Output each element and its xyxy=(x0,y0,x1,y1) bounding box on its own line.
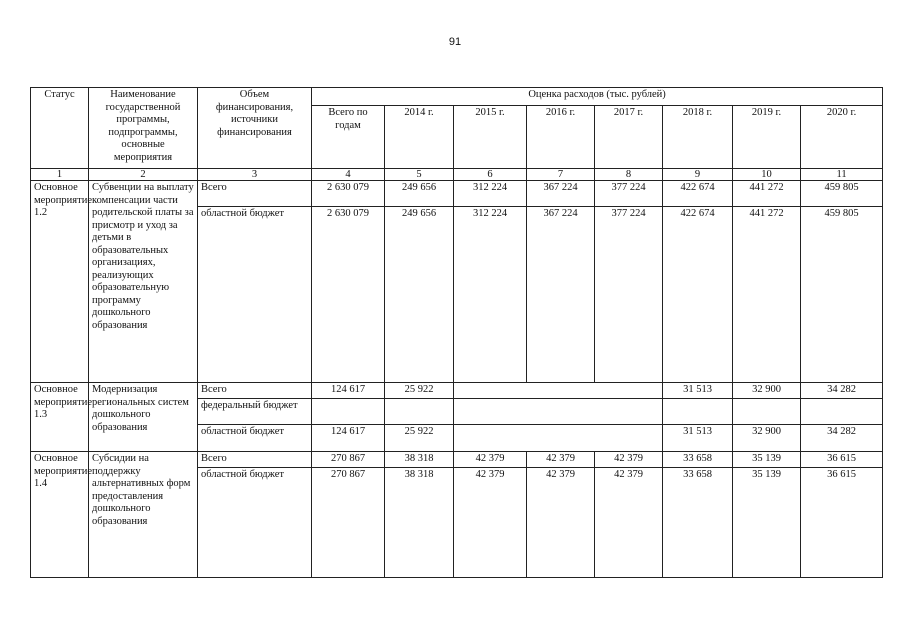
value-cell xyxy=(454,383,663,399)
source-label: Всего xyxy=(198,452,312,468)
header-program-name: Наименование государственной программы, подпрограммы, основные мероприятия xyxy=(89,88,198,169)
value-cell: 312 224 xyxy=(454,181,527,207)
row-name: Модернизация региональных систем дошкольного образования xyxy=(89,383,198,452)
value-cell: 270 867 xyxy=(312,452,385,468)
value-cell: 377 224 xyxy=(595,181,663,207)
value-cell xyxy=(801,399,883,425)
source-label: Всего xyxy=(198,383,312,399)
value-cell: 36 615 xyxy=(801,467,883,577)
header-year: 2017 г. xyxy=(595,106,663,169)
column-number: 1 xyxy=(31,169,89,181)
value-cell: 312 224 xyxy=(454,207,527,383)
header-year: 2019 г. xyxy=(733,106,801,169)
page-number: 91 xyxy=(448,36,462,48)
row-status: Основное мероприятие 1.4 xyxy=(31,452,89,578)
source-label: областной бюджет xyxy=(198,467,312,577)
value-cell xyxy=(312,399,385,425)
value-cell: 124 617 xyxy=(312,425,385,452)
column-number: 8 xyxy=(595,169,663,181)
value-cell: 25 922 xyxy=(385,383,454,399)
value-cell: 249 656 xyxy=(385,207,454,383)
header-year: 2015 г. xyxy=(454,106,527,169)
source-label: Всего xyxy=(198,181,312,207)
value-cell xyxy=(663,399,733,425)
value-cell: 124 617 xyxy=(312,383,385,399)
value-cell xyxy=(733,399,801,425)
value-cell: 42 379 xyxy=(454,452,527,468)
value-cell: 367 224 xyxy=(527,181,595,207)
column-number: 10 xyxy=(733,169,801,181)
value-cell: 32 900 xyxy=(733,383,801,399)
value-cell: 42 379 xyxy=(454,467,527,577)
value-cell: 42 379 xyxy=(527,452,595,468)
row-status: Основное мероприятие 1.2 xyxy=(31,181,89,383)
value-cell: 441 272 xyxy=(733,181,801,207)
value-cell: 270 867 xyxy=(312,467,385,577)
value-cell: 35 139 xyxy=(733,452,801,468)
header-financing-volume: Объем финансирования, источники финансирования xyxy=(198,88,312,169)
value-cell: 441 272 xyxy=(733,207,801,383)
value-cell: 33 658 xyxy=(663,467,733,577)
value-cell: 33 658 xyxy=(663,452,733,468)
value-cell: 38 318 xyxy=(385,467,454,577)
source-label: областной бюджет xyxy=(198,207,312,383)
value-cell: 25 922 xyxy=(385,425,454,452)
value-cell: 422 674 xyxy=(663,181,733,207)
column-number: 2 xyxy=(89,169,198,181)
value-cell: 36 615 xyxy=(801,452,883,468)
value-cell: 422 674 xyxy=(663,207,733,383)
source-label: областной бюджет xyxy=(198,425,312,452)
expenses-table xyxy=(30,87,883,578)
header-total: Всего по годам xyxy=(312,106,385,169)
value-cell: 34 282 xyxy=(801,425,883,452)
value-cell: 31 513 xyxy=(663,425,733,452)
value-cell: 34 282 xyxy=(801,383,883,399)
column-number: 5 xyxy=(385,169,454,181)
value-cell: 367 224 xyxy=(527,207,595,383)
value-cell: 42 379 xyxy=(595,452,663,468)
value-cell: 2 630 079 xyxy=(312,207,385,383)
row-name: Субвенции на выплату компенсации части родительской платы за присмотр и уход за детьми в образовательных организациях, реализующих образовательную программу дошкольного образования xyxy=(89,181,198,383)
column-number: 6 xyxy=(454,169,527,181)
column-number: 7 xyxy=(527,169,595,181)
value-cell: 42 379 xyxy=(595,467,663,577)
value-cell: 42 379 xyxy=(527,467,595,577)
value-cell: 249 656 xyxy=(385,181,454,207)
value-cell: 38 318 xyxy=(385,452,454,468)
value-cell xyxy=(454,399,663,425)
value-cell: 459 805 xyxy=(801,181,883,207)
source-label: федеральный бюджет xyxy=(198,399,312,425)
header-year: 2016 г. xyxy=(527,106,595,169)
header-year: 2014 г. xyxy=(385,106,454,169)
value-cell: 377 224 xyxy=(595,207,663,383)
column-number: 4 xyxy=(312,169,385,181)
header-estimate: Оценка расходов (тыс. рублей) xyxy=(312,88,883,106)
row-name: Субсидии на поддержку альтернативных форм предоставления дошкольного образования xyxy=(89,452,198,578)
value-cell: 31 513 xyxy=(663,383,733,399)
value-cell xyxy=(454,425,663,452)
value-cell: 2 630 079 xyxy=(312,181,385,207)
value-cell xyxy=(385,399,454,425)
header-year: 2018 г. xyxy=(663,106,733,169)
value-cell: 459 805 xyxy=(801,207,883,383)
column-number: 3 xyxy=(198,169,312,181)
column-number: 9 xyxy=(663,169,733,181)
value-cell: 35 139 xyxy=(733,467,801,577)
row-status: Основное мероприятие 1.3 xyxy=(31,383,89,452)
column-number: 11 xyxy=(801,169,883,181)
header-year: 2020 г. xyxy=(801,106,883,169)
header-status: Статус xyxy=(31,88,89,169)
value-cell: 32 900 xyxy=(733,425,801,452)
